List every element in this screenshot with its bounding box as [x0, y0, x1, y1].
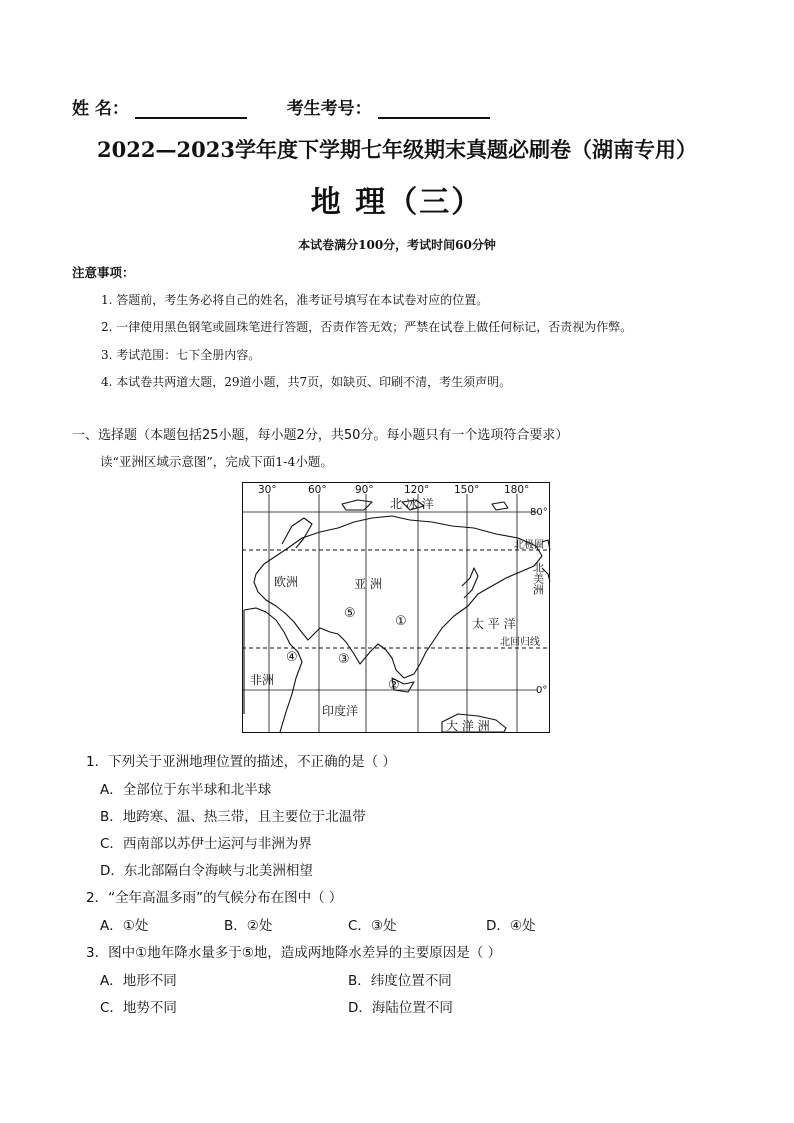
q2-option-d[interactable]: D．④处 — [486, 918, 536, 934]
asia-region-map — [242, 482, 552, 734]
notice-item: 3. 考试范围：七下全册内容。 — [101, 348, 261, 362]
notice-heading: 注意事项： — [72, 265, 135, 280]
question-1-stem: 1．下列关于亚洲地理位置的描述，不正确的是（ ） — [86, 754, 396, 770]
marker-1: ① — [395, 614, 407, 629]
notice-item: 4. 本试卷共两道大题，29道小题，共7页，如缺页、印刷不清，考生须声明。 — [101, 375, 512, 389]
q3-option-c[interactable]: C．地势不同 — [100, 1000, 177, 1016]
name-blank[interactable] — [135, 99, 247, 119]
europe-label: 欧洲 — [274, 575, 299, 589]
asia-label: 亚 洲 — [354, 577, 382, 591]
q1-option-b[interactable]: B．地跨寒、温、热三带，且主要位于北温带 — [100, 809, 366, 825]
lon-label: 180° — [504, 484, 530, 496]
question-3-stem: 3．图中①地年降水量多于⑤地，造成两地降水差异的主要原因是（ ） — [86, 945, 502, 961]
lat-label: 0° — [536, 685, 548, 696]
africa-label: 非洲 — [250, 673, 275, 687]
q2-option-c[interactable]: C．③处 — [348, 918, 397, 934]
marker-3: ③ — [338, 652, 350, 667]
oceania-label: 大 洋 洲 — [446, 719, 490, 733]
id-blank[interactable] — [378, 99, 490, 119]
q3-option-b[interactable]: B．纬度位置不同 — [348, 973, 452, 989]
lon-label: 90° — [355, 484, 374, 496]
lon-label: 120° — [404, 484, 430, 496]
q2-option-b[interactable]: B．②处 — [224, 918, 273, 934]
lon-label: 60° — [308, 484, 327, 496]
q1-option-d[interactable]: D．东北部隔白令海峡与北美洲相望 — [100, 863, 313, 879]
name-label: 姓 名： — [72, 99, 129, 119]
q1-option-c[interactable]: C．西南部以苏伊士运河与非洲为界 — [100, 836, 312, 852]
reading-instruction: 读“亚洲区域示意图”，完成下面1-4小题。 — [100, 454, 333, 469]
marker-4: ④ — [286, 650, 298, 665]
id-label: 考生考号： — [286, 99, 372, 119]
q2-option-a[interactable]: A．①处 — [100, 918, 149, 934]
arctic-circle-label: 北极圈 — [514, 540, 544, 551]
north-america-label: 北美洲 — [531, 562, 545, 595]
name-id-row — [72, 94, 490, 119]
notice-item: 1. 答题前，考生务必将自己的姓名，准考证号填写在本试卷对应的位置。 — [101, 293, 489, 307]
map-frame — [243, 483, 550, 733]
indian-ocean-label: 印度洋 — [322, 704, 359, 718]
notice-item: 2. 一律使用黑色钢笔或圆珠笔进行答题，否责作答无效；严禁在试卷上做任何标记，否责视为作弊。 — [101, 320, 633, 334]
lon-label: 150° — [454, 484, 480, 496]
pacific-label: 太 平 洋 — [472, 617, 516, 631]
q1-option-a[interactable]: A．全部位于东半球和北半球 — [100, 782, 272, 798]
lat-label: 80° — [530, 507, 548, 518]
section-title: 一、选择题（本题包括25小题，每小题2分，共50分。每小题只有一个选项符合要求） — [72, 428, 569, 443]
question-2-stem: 2．“全年高温多雨”的气候分布在图中（ ） — [86, 890, 343, 906]
tropic-label: 北回归线 — [500, 637, 540, 648]
marker-2: ② — [388, 678, 400, 693]
score-note: 本试卷满分100分，考试时间60分钟 — [298, 238, 496, 252]
arctic-ocean-label: 北 冰 洋 — [390, 497, 434, 511]
q3-option-a[interactable]: A．地形不同 — [100, 973, 177, 989]
subject-title: 地 理（三） — [310, 185, 484, 220]
q3-option-d[interactable]: D．海陆位置不同 — [348, 1000, 453, 1016]
lon-label: 30° — [258, 484, 277, 496]
marker-5: ⑤ — [344, 606, 356, 621]
exam-title: 2022—2023学年度下学期七年级期末真题必刷卷（湖南专用） — [97, 137, 697, 162]
